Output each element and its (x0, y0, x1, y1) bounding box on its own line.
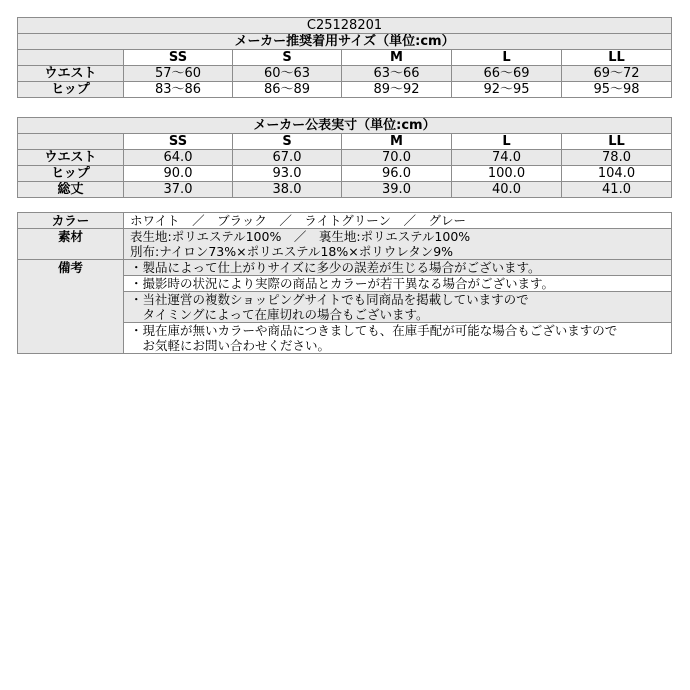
cell-value: 67.0 (233, 150, 342, 166)
color-value: ホワイト ／ ブラック ／ ライトグリーン ／ グレー (130, 213, 467, 228)
cell-value: 95～98 (562, 82, 672, 98)
cell-value: 83～86 (124, 82, 233, 98)
notes-label: 備考 (18, 260, 124, 354)
size-header-m: M (342, 134, 452, 150)
size-header-s: S (233, 134, 342, 150)
cell-value: 40.0 (452, 182, 562, 198)
row-label-hip: ヒップ (18, 82, 124, 98)
size-header-ss: SS (124, 134, 233, 150)
product-info-table-block (17, 212, 671, 354)
cell-value: 78.0 (562, 150, 672, 166)
row-label-waist: ウエスト (18, 150, 124, 166)
material-value-cell (124, 229, 672, 260)
cell-value: 38.0 (233, 182, 342, 198)
header-blank (18, 50, 124, 66)
product-code: C25128201 (18, 18, 672, 34)
size-header-ss: SS (124, 50, 233, 66)
cell-value: 96.0 (342, 166, 452, 182)
note-line: ・現在庫が無いカラーや商品につきましても、在庫手配が可能な場合もございますので (130, 323, 618, 338)
cell-value: 104.0 (562, 166, 672, 182)
size-header-s: S (233, 50, 342, 66)
row-label-hip: ヒップ (18, 166, 124, 182)
cell-value: 39.0 (342, 182, 452, 198)
note-line: タイミングによって在庫切れの場合もございます。 (130, 307, 429, 322)
note-line: ・撮影時の状況により実際の商品とカラーが若干異なる場合がございます。 (130, 276, 555, 291)
cell-value: 70.0 (342, 150, 452, 166)
row-label-waist: ウエスト (18, 66, 124, 82)
cell-value: 93.0 (233, 166, 342, 182)
size-header-l: L (452, 50, 562, 66)
size-header-ll: LL (562, 50, 672, 66)
recommended-size-table-block (17, 17, 671, 98)
recommended-size-title: メーカー推奨着用サイズ（単位:cm） (18, 34, 672, 50)
cell-value: 92～95 (452, 82, 562, 98)
note-line: ・当社運営の複数ショッピングサイトでも同商品を掲載していますので (130, 292, 529, 307)
cell-value: 63～66 (342, 66, 452, 82)
actual-measurements-title: メーカー公表実寸（単位:cm） (18, 118, 672, 134)
actual-measurements-table (17, 117, 672, 198)
cell-value: 57～60 (124, 66, 233, 82)
material-line: 表生地:ポリエステル100% ／ 裏生地:ポリエステル100% (130, 229, 471, 244)
recommended-size-table (17, 17, 672, 98)
cell-value: 66～69 (452, 66, 562, 82)
size-header-m: M (342, 50, 452, 66)
note-cell (124, 276, 672, 292)
cell-value: 37.0 (124, 182, 233, 198)
cell-value: 69～72 (562, 66, 672, 82)
cell-value: 60～63 (233, 66, 342, 82)
cell-value: 90.0 (124, 166, 233, 182)
material-line: 別布:ナイロン73%×ポリエステル18%×ポリウレタン9% (130, 244, 454, 259)
color-label: カラー (18, 213, 124, 229)
row-label-total-length: 総丈 (18, 182, 124, 198)
cell-value: 89～92 (342, 82, 452, 98)
cell-value: 86～89 (233, 82, 342, 98)
note-cell (124, 260, 672, 276)
product-info-table (17, 212, 672, 354)
size-header-ll: LL (562, 134, 672, 150)
note-line: お気軽にお問い合わせください。 (130, 338, 331, 353)
size-header-l: L (452, 134, 562, 150)
actual-measurements-table-block (17, 117, 671, 198)
cell-value: 100.0 (452, 166, 562, 182)
header-blank (18, 134, 124, 150)
cell-value: 64.0 (124, 150, 233, 166)
cell-value: 74.0 (452, 150, 562, 166)
note-cell (124, 292, 672, 323)
color-value-cell (124, 213, 672, 229)
note-cell (124, 323, 672, 354)
cell-value: 41.0 (562, 182, 672, 198)
material-label: 素材 (18, 229, 124, 260)
note-line: ・製品によって仕上がりサイズに多少の誤差が生じる場合がございます。 (130, 260, 541, 275)
